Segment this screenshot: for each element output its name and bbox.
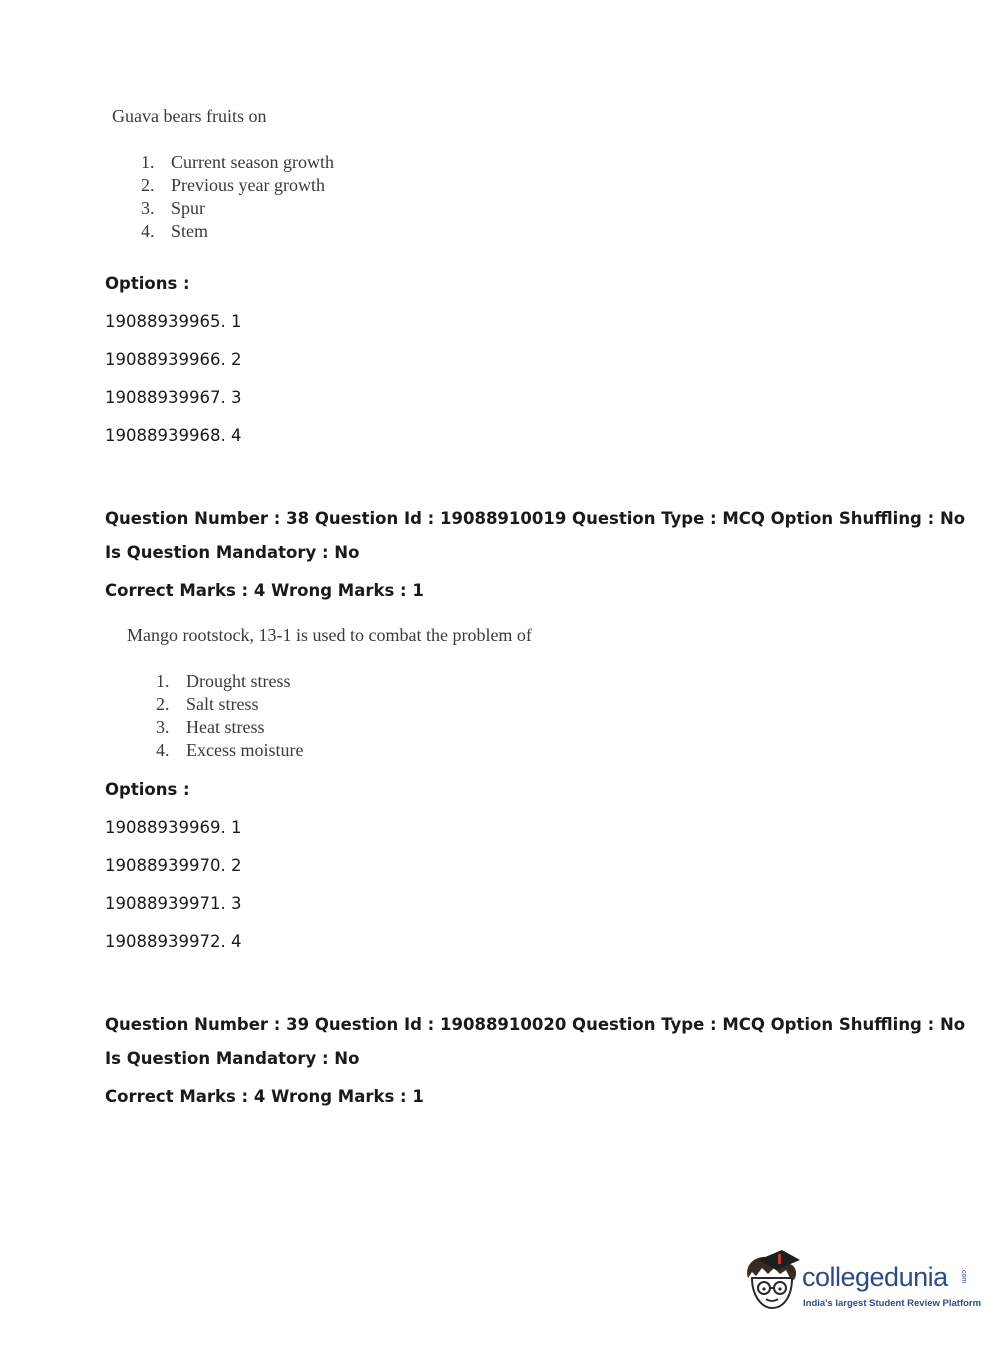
list-item: 1. Current season growth (141, 152, 334, 172)
option-id: 19088939968. 4 (105, 426, 242, 445)
option-id: 19088939966. 2 (105, 350, 242, 369)
option-id: 19088939969. 1 (105, 818, 242, 837)
option-id: 19088939970. 2 (105, 856, 242, 875)
student-mascot-icon (740, 1248, 802, 1318)
option-id: 19088939965. 1 (105, 312, 242, 331)
list-item: 4. Excess moisture (156, 740, 304, 760)
question-38-marks: Correct Marks : 4 Wrong Marks : 1 (105, 581, 424, 600)
question-39-header: Question Number : 39 Question Id : 19088910020 Question Type : MCQ Option Shuffling : No (105, 1015, 966, 1034)
options-label: Options : (105, 780, 190, 799)
question-37-stem: Guava bears fruits on (112, 106, 267, 126)
question-38-choice-list (156, 670, 303, 762)
list-item: 4. Stem (141, 221, 209, 241)
collegedunia-logo[interactable] (740, 1248, 982, 1318)
options-label: Options : (105, 274, 190, 293)
list-item: 2. Salt stress (156, 694, 259, 714)
logo-wordmark: collegedunia (802, 1262, 948, 1292)
question-37-choice-list (141, 151, 334, 243)
list-item: 3. Heat stress (156, 717, 265, 737)
option-id: 19088939967. 3 (105, 388, 242, 407)
question-38-mandatory: Is Question Mandatory : No (105, 543, 360, 562)
question-38-stem: Mango rootstock, 13-1 is used to combat the problem of (127, 625, 532, 645)
question-39-marks: Correct Marks : 4 Wrong Marks : 1 (105, 1087, 424, 1106)
list-item: 1. Drought stress (156, 671, 291, 691)
option-id: 19088939971. 3 (105, 894, 242, 913)
list-item: 2. Previous year growth (141, 175, 325, 195)
option-id: 19088939972. 4 (105, 932, 242, 951)
list-item: 3. Spur (141, 198, 206, 218)
question-38-header: Question Number : 38 Question Id : 19088910019 Question Type : MCQ Option Shuffling : No (105, 509, 966, 528)
logo-domain-suffix: .com (960, 1268, 967, 1284)
question-39-mandatory: Is Question Mandatory : No (105, 1049, 360, 1068)
logo-tagline: India's largest Student Review Platform (803, 1298, 982, 1309)
